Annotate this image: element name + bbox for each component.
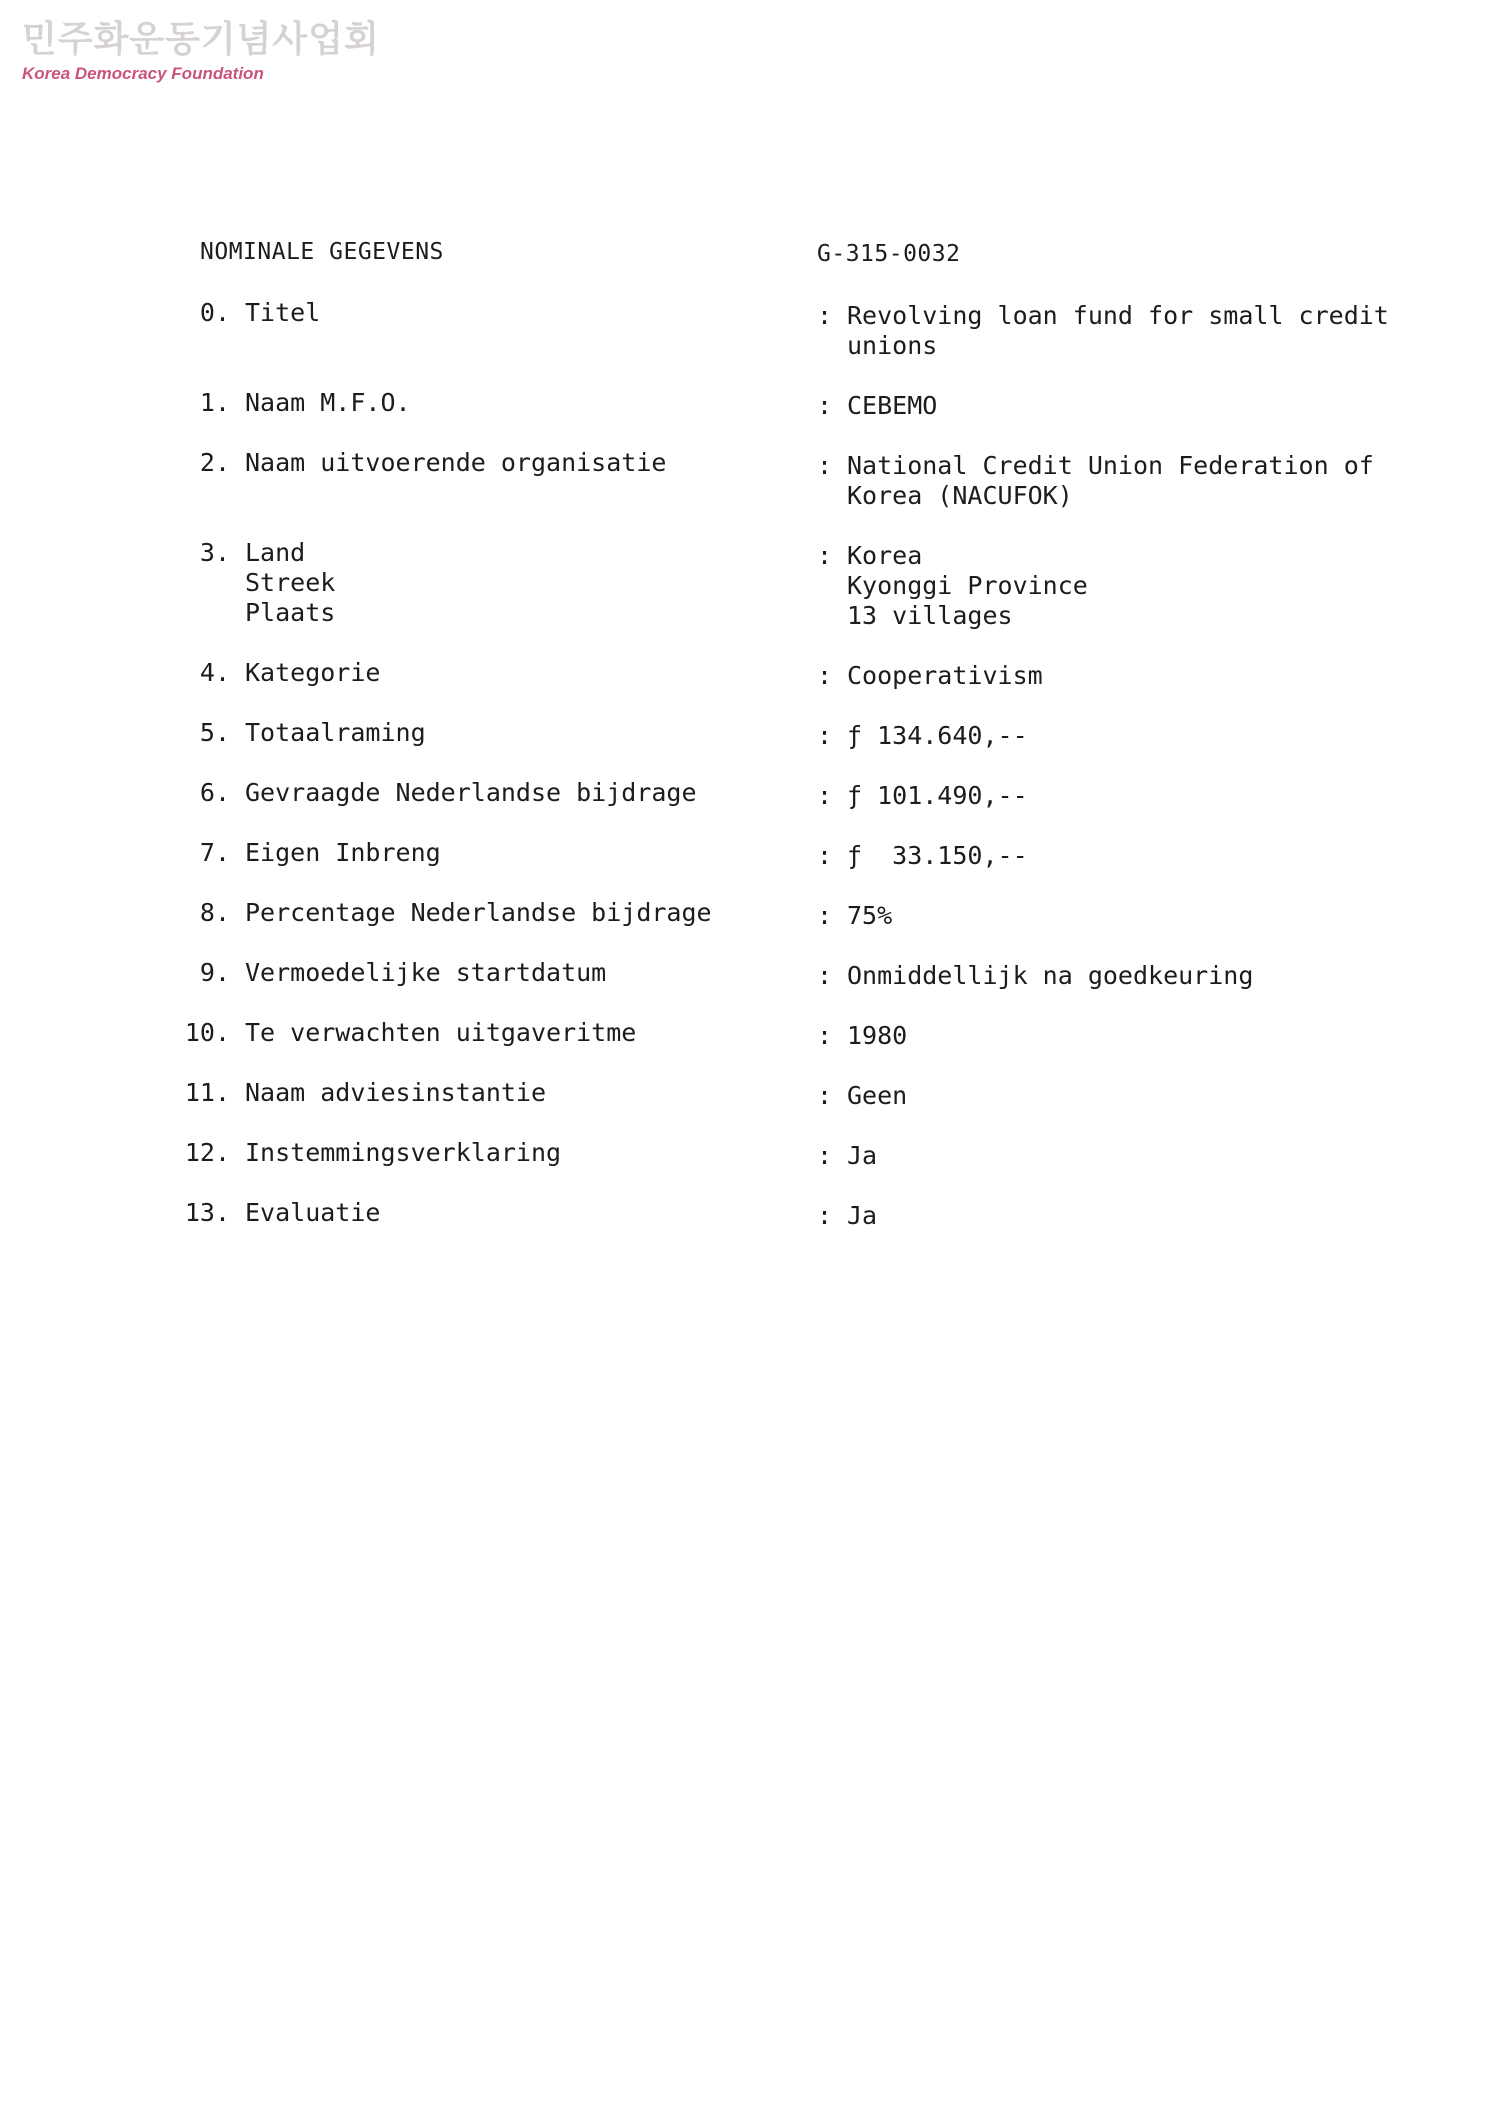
watermark-english-text: Korea Democracy Foundation: [22, 64, 264, 83]
row-label: Streek: [245, 568, 336, 597]
row-value: Kyonggi Province: [847, 571, 1088, 600]
row-label: Vermoedelijke startdatum: [245, 958, 607, 987]
reference-number: G-315-0032: [817, 241, 961, 267]
row-value: Revolving loan fund for small credit: [847, 301, 1389, 330]
row-number: 13.: [184, 1198, 230, 1227]
row-value: National Credit Union Federation of: [847, 451, 1374, 480]
row-number: 0.: [199, 298, 230, 327]
row-number: 2.: [199, 448, 230, 477]
row-value: Onmiddellijk na goedkeuring: [847, 961, 1254, 990]
row-label: Gevraagde Nederlandse bijdrage: [245, 778, 697, 807]
row-number: 10.: [184, 1018, 230, 1047]
row-value: Ja: [847, 1201, 878, 1230]
row-value: unions: [847, 331, 938, 360]
row-colon: :: [817, 901, 833, 930]
row-number: 9.: [199, 958, 230, 987]
row-label: Titel: [245, 298, 321, 327]
row-value: 1980: [847, 1021, 908, 1050]
row-value: 13 villages: [847, 601, 1013, 630]
row-label: Land: [245, 538, 306, 567]
row-number: 4.: [199, 658, 230, 687]
row-colon: :: [817, 961, 833, 990]
row-value: 75%: [847, 901, 893, 930]
row-number: 1.: [199, 388, 230, 417]
row-label: Naam adviesinstantie: [245, 1078, 547, 1107]
row-label: Instemmingsverklaring: [245, 1138, 562, 1167]
row-label: Naam M.F.O.: [245, 388, 411, 417]
row-colon: :: [817, 1081, 833, 1110]
row-colon: :: [817, 661, 833, 690]
row-label: Te verwachten uitgaveritme: [245, 1018, 637, 1047]
row-colon: :: [817, 451, 833, 480]
row-number: 6.: [199, 778, 230, 807]
row-colon: :: [817, 391, 833, 420]
row-value: Korea (NACUFOK): [847, 481, 1073, 510]
row-colon: :: [817, 841, 833, 870]
row-colon: :: [817, 301, 833, 330]
watermark-korean-text: 민주화운동기념사업회: [22, 19, 380, 60]
row-value: Korea: [847, 541, 923, 570]
row-label: Naam uitvoerende organisatie: [245, 448, 667, 477]
row-colon: :: [817, 541, 833, 570]
row-colon: :: [817, 781, 833, 810]
row-label: Eigen Inbreng: [245, 838, 441, 867]
row-label: Plaats: [245, 598, 336, 627]
row-value: Ja: [847, 1141, 878, 1170]
row-number: 5.: [199, 718, 230, 747]
row-value: Cooperativism: [847, 661, 1043, 690]
row-number: 11.: [184, 1078, 230, 1107]
row-number: 12.: [184, 1138, 230, 1167]
row-value: ƒ 134.640,--: [847, 721, 1028, 750]
row-colon: :: [817, 1201, 833, 1230]
row-label: Kategorie: [245, 658, 381, 687]
row-number: 7.: [199, 838, 230, 867]
row-number: 8.: [199, 898, 230, 927]
row-label: Percentage Nederlandse bijdrage: [245, 898, 712, 927]
row-number: 3.: [199, 538, 230, 567]
row-value: ƒ 33.150,--: [847, 841, 1028, 870]
row-label: Evaluatie: [245, 1198, 381, 1227]
row-colon: :: [817, 1021, 833, 1050]
row-value: CEBEMO: [847, 391, 938, 420]
row-label: Totaalraming: [245, 718, 426, 747]
document-heading: NOMINALE GEGEVENS: [200, 239, 444, 265]
row-value: ƒ 101.490,--: [847, 781, 1028, 810]
row-colon: :: [817, 1141, 833, 1170]
row-colon: :: [817, 721, 833, 750]
row-value: Geen: [847, 1081, 908, 1110]
